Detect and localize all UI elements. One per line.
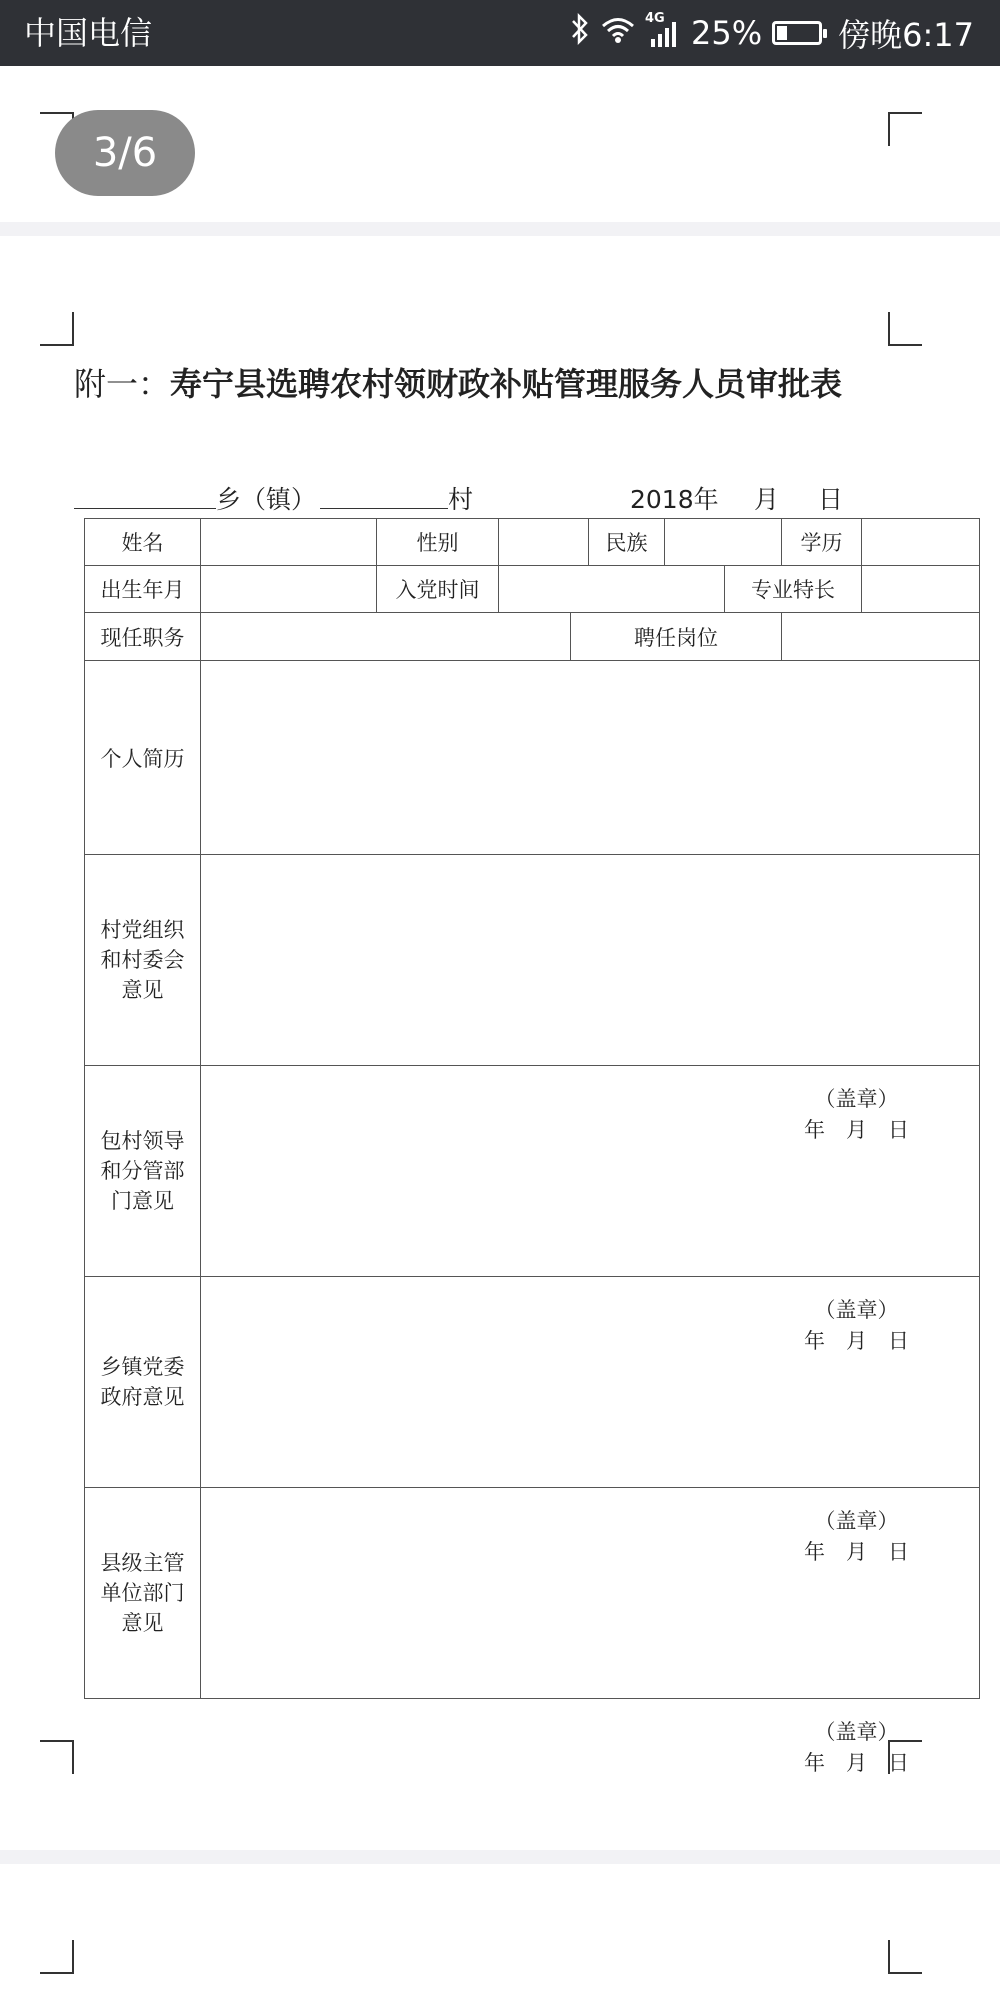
seal-label: （盖章） (814, 1720, 899, 1744)
opinion-label-text: 县级主管单位部门意见 (100, 1551, 185, 1635)
resume-value (201, 661, 980, 855)
page-separator (0, 1850, 1000, 1864)
specialty-value (862, 566, 980, 613)
opinion-label-text: 包村领导和分管部门意见 (100, 1129, 185, 1213)
table-row (85, 855, 980, 1066)
page-corner-mark (40, 312, 74, 346)
network-type: 4G (645, 11, 665, 26)
year-label: 2018年 (630, 485, 719, 514)
seal-date: 年 月 日 (804, 1329, 909, 1353)
township-blank (74, 508, 216, 509)
page-indicator: 3/6 (55, 110, 195, 196)
township-label: 乡（镇） (216, 485, 317, 514)
status-icons (569, 12, 974, 54)
seal-date: 年 月 日 (804, 1118, 909, 1142)
opinion-label-text: 乡镇党委政府意见 (100, 1355, 185, 1409)
table-row (85, 519, 980, 566)
battery-percent: 25% (691, 14, 763, 52)
title-prefix: 附一： (74, 365, 171, 403)
gender-value (499, 519, 589, 566)
table-row (85, 566, 980, 613)
clock: 傍晚6:17 (838, 16, 974, 54)
hired-post-label: 聘任岗位 (571, 613, 782, 661)
opinion-label (85, 855, 201, 1066)
page-corner-mark (888, 1940, 922, 1974)
signal-icon (645, 11, 681, 49)
birth-label: 出生年月 (85, 566, 201, 613)
table-row (85, 661, 980, 855)
opinion-label (85, 1066, 201, 1277)
seal-label: （盖章） (814, 1509, 899, 1533)
education-value (862, 519, 980, 566)
battery-icon (772, 21, 822, 45)
opinion-cell (201, 855, 980, 1142)
gender-label: 性别 (377, 519, 499, 566)
opinion-label (85, 1277, 201, 1488)
seal-date: 年 月 日 (804, 1751, 909, 1775)
document-title (74, 356, 874, 412)
name-value (201, 519, 377, 566)
approval-form-table (84, 518, 980, 1775)
status-bar (0, 0, 1000, 66)
name-label: 姓名 (85, 519, 201, 566)
seal-block (804, 1295, 909, 1357)
current-post-label: 现任职务 (85, 613, 201, 661)
page-corner-mark (888, 1740, 922, 1774)
seal-label: （盖章） (814, 1087, 899, 1111)
hired-post-value (782, 613, 980, 661)
page-separator (0, 222, 1000, 236)
day-label: 日 (818, 485, 844, 514)
education-label: 学历 (782, 519, 862, 566)
month-label: 月 (754, 485, 780, 514)
opinion-label (85, 1488, 201, 1699)
wifi-icon (601, 14, 635, 52)
resume-label: 个人简历 (85, 661, 201, 855)
page-corner-mark (40, 1740, 74, 1774)
seal-block (804, 1506, 909, 1568)
title-main: 寿宁县选聘农村领财政补贴管理服务人员审批表 (170, 365, 843, 403)
specialty-label: 专业特长 (725, 566, 862, 613)
village-blank (320, 508, 448, 509)
table-row (85, 613, 980, 661)
opinion-label-text: 村党组织和村委会意见 (100, 918, 185, 1002)
seal-label: （盖章） (814, 1298, 899, 1322)
carrier-label: 中国电信 (24, 14, 153, 52)
page-corner-mark (888, 112, 922, 146)
ethnicity-label: 民族 (589, 519, 665, 566)
birth-value (201, 566, 377, 613)
party-date-value (499, 566, 725, 613)
current-post-value (201, 613, 571, 661)
dateline (74, 478, 974, 518)
bluetooth-icon (569, 13, 591, 53)
village-label: 村 (448, 485, 474, 514)
seal-block (804, 1084, 909, 1146)
page-corner-mark (40, 1940, 74, 1974)
party-date-label: 入党时间 (377, 566, 499, 613)
page-corner-mark (888, 312, 922, 346)
ethnicity-value (665, 519, 782, 566)
seal-date: 年 月 日 (804, 1540, 909, 1564)
